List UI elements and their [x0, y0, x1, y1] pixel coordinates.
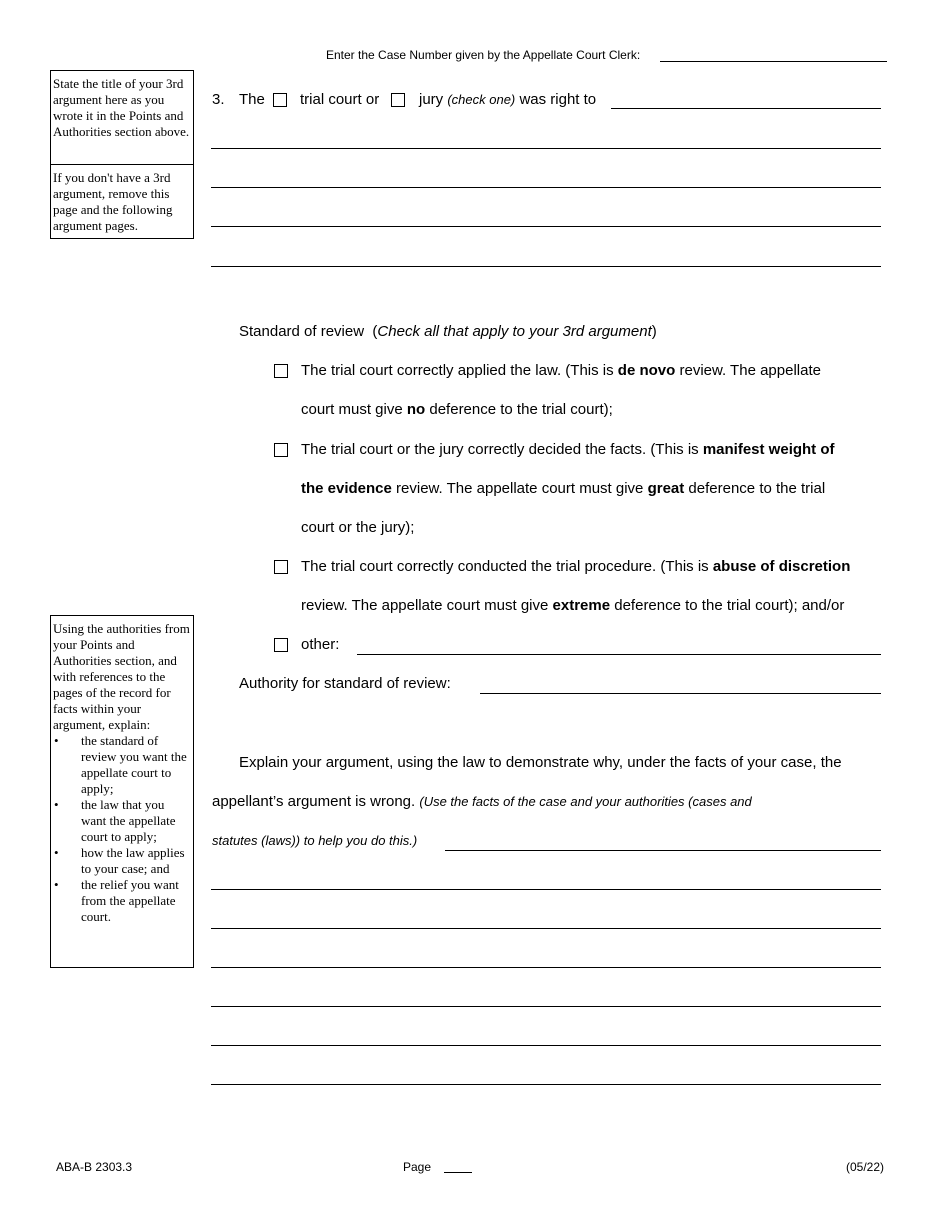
explain-field-5[interactable] [211, 1006, 881, 1007]
standard-of-review-heading-text: Standard of review [239, 323, 365, 340]
was-right-to-label: was right to [519, 91, 597, 108]
standard-of-review-heading: Standard of review (Check all that apply to your 3rd argument) [239, 323, 657, 340]
de-novo-bold: de novo [617, 362, 676, 379]
explain-field-4[interactable] [211, 967, 881, 968]
great-bold: great [647, 480, 685, 497]
de-novo-text-b: review. The appellate [675, 362, 821, 379]
abuse-line-2 [301, 597, 844, 615]
list-item: • the relief you want from the appellate court. [81, 877, 191, 925]
sidebar-bullet-list [53, 733, 191, 925]
extreme-bold: extreme [552, 597, 611, 614]
explain-line-2 [212, 793, 752, 811]
sidebar-box-title-text: State the title of your 3rd argument here as you wrote it in the Points and Authorities section above. [53, 76, 190, 139]
manifest-bold: manifest weight of [702, 441, 835, 458]
manifest-text-a: The trial court or the jury correctly decided the facts. (This is [301, 441, 703, 458]
revision-date: (05/22) [846, 1160, 885, 1174]
manifest-text-c: deference to the trial [684, 480, 826, 497]
argument-number: 3. [212, 91, 225, 108]
explain-field-1[interactable] [445, 850, 881, 851]
manifest-weight-line-1 [301, 441, 835, 459]
authority-field[interactable] [480, 693, 881, 694]
no-bold: no [406, 401, 426, 418]
explain-field-2[interactable] [211, 889, 881, 890]
page-number-field[interactable] [444, 1172, 472, 1173]
standard-of-review-note: Check all that apply to your 3rd argument [377, 323, 652, 340]
list-item: • the law that you want the appellate court to apply; [81, 797, 191, 845]
argument-the-label: The [239, 91, 265, 108]
abuse-text-a: The trial court correctly conducted the trial procedure. (This is [301, 558, 713, 575]
sidebar-box-title-instructions [50, 70, 194, 165]
de-novo-text-a: The trial court correctly applied the law. (This is [301, 362, 618, 379]
evidence-bold: the evidence [301, 480, 392, 497]
check-one-note: (check one) [447, 92, 516, 107]
explain-field-7[interactable] [211, 1084, 881, 1085]
manifest-weight-line-2 [301, 480, 825, 498]
explain-italic-a: (Use the facts of the case and your authorities (cases and [419, 794, 752, 809]
other-checkbox[interactable] [274, 638, 288, 652]
jury-checkbox[interactable] [391, 93, 405, 107]
explain-line-3 [212, 832, 417, 850]
list-item: • the standard of review you want the appellate court to apply; [81, 733, 191, 797]
explain-text-a: appellant’s argument is wrong. [212, 793, 416, 810]
explain-field-6[interactable] [211, 1045, 881, 1046]
sidebar-box-remove-text: If you don't have a 3rd argument, remove this page and the following argument pages. [53, 170, 173, 233]
abuse-line-1 [301, 558, 850, 576]
abuse-bold: abuse of discretion [712, 558, 851, 575]
argument-title-line-5[interactable] [211, 266, 881, 267]
de-novo-line-1 [301, 362, 821, 380]
case-number-label: Enter the Case Number given by the Appellate Court Clerk: [326, 48, 641, 62]
authority-label: Authority for standard of review: [239, 675, 451, 692]
form-id: ABA-B 2303.3 [56, 1160, 133, 1174]
trial-court-checkbox[interactable] [273, 93, 287, 107]
jury-label-text: jury [419, 91, 444, 108]
sidebar-box-remove-instructions [50, 164, 194, 239]
manifest-text-b: review. The appellate court must give [391, 480, 648, 497]
de-novo-line-2 [301, 401, 613, 419]
jury-label [419, 91, 596, 109]
sidebar-box-explain-intro: Using the authorities from your Points and Authorities section, and with references to the pages of the record for facts within your argument, explain: [53, 621, 190, 732]
argument-title-line-3[interactable] [211, 187, 881, 188]
de-novo-checkbox[interactable] [274, 364, 288, 378]
explain-line-1: Explain your argument, using the law to demonstrate why, under the facts of your case, the [239, 754, 842, 771]
sidebar-box-explain-instructions [50, 615, 194, 968]
trial-court-label: trial court or [300, 91, 380, 108]
argument-title-field[interactable] [611, 108, 881, 109]
explain-italic-b: statutes (laws)) to help you do this.) [212, 833, 418, 848]
manifest-weight-line-3: court or the jury); [301, 519, 415, 536]
other-label: other: [301, 636, 340, 653]
list-item: • how the law applies to your case; and [81, 845, 191, 877]
de-novo-text-d: deference to the trial court); [425, 401, 613, 418]
abuse-of-discretion-checkbox[interactable] [274, 560, 288, 574]
argument-title-line-4[interactable] [211, 226, 881, 227]
page-label: Page [403, 1160, 432, 1174]
de-novo-text-c: court must give [301, 401, 407, 418]
abuse-text-c: deference to the trial court); and/or [610, 597, 845, 614]
abuse-text-b: review. The appellate court must give [301, 597, 553, 614]
argument-title-line-2[interactable] [211, 148, 881, 149]
explain-field-3[interactable] [211, 928, 881, 929]
case-number-field[interactable] [660, 61, 887, 62]
manifest-weight-checkbox[interactable] [274, 443, 288, 457]
other-field[interactable] [357, 654, 881, 655]
